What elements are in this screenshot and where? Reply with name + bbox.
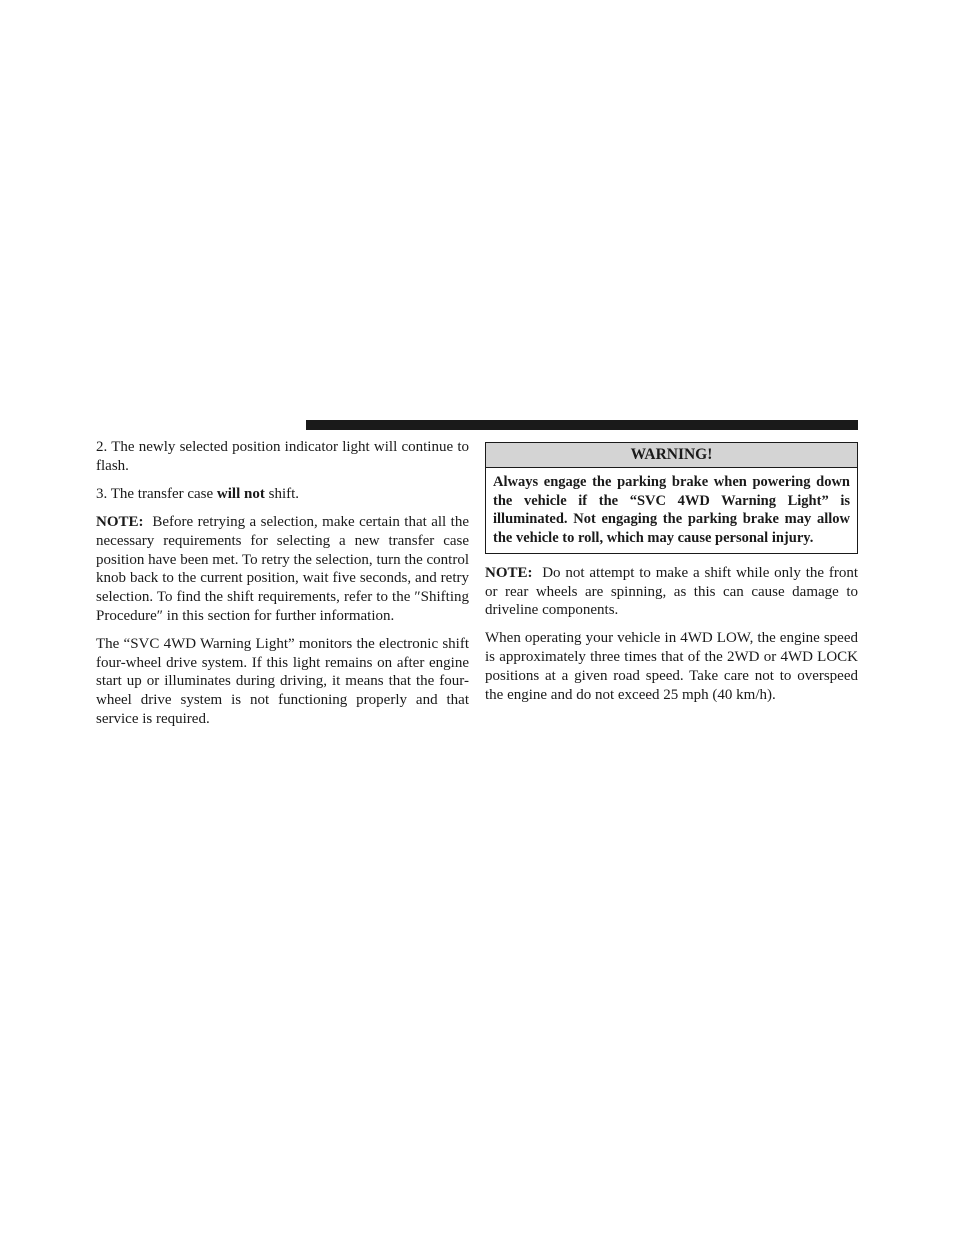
note-paragraph [485, 564, 858, 620]
step-3-paragraph [96, 485, 469, 504]
warning-body: Always engage the parking brake when powering down the vehicle if the “SVC 4WD Warning Light” is illuminated. Not engaging the parking brake may allow the vehicle to roll, which may cause personal injury. [493, 474, 850, 547]
step-3-text-end: shift. [264, 485, 300, 502]
step-2-paragraph: 2. The newly selected position indicator light will continue to flash. [96, 439, 469, 474]
warning-title: WARNING! [486, 443, 857, 468]
4wd-low-paragraph: When operating your vehicle in 4WD LOW, the engine speed is approximately three times that of the 2WD or 4WD LOCK positions at a given road speed. Take care not to overspeed the engine and do not exceed 25 mph (40 km/h). [485, 630, 858, 703]
note-label: NOTE: [485, 564, 533, 581]
header-rule [306, 420, 858, 430]
note-text: Do not attempt to make a shift while only the front or rear wheels are spinning, as this can cause damage to driveline components. [485, 564, 859, 619]
note-paragraph [96, 513, 469, 625]
step-3-emphasis: will not [216, 485, 265, 502]
note-label: NOTE: [96, 514, 144, 531]
note-text: Before retrying a selection, make certain that all the necessary requirements for selecting a new transfer case position have been met. To retry the selection, turn the control knob back to the current position, wait five seconds, and retry selection. To find the shift requirements, refer to the ″Shifting Procedure″ in this section for further information. [96, 514, 469, 624]
svc-warning-light-paragraph: The “SVC 4WD Warning Light” monitors the electronic shift four-wheel drive system. If this light remains on after engine start up or illuminates during driving, it means that the four-wheel drive system is not functioning properly and that service is required. [96, 635, 469, 727]
right-column [485, 438, 858, 714]
step-3-text: 3. The transfer case [96, 485, 217, 502]
warning-box [485, 442, 858, 554]
left-column [96, 438, 469, 738]
